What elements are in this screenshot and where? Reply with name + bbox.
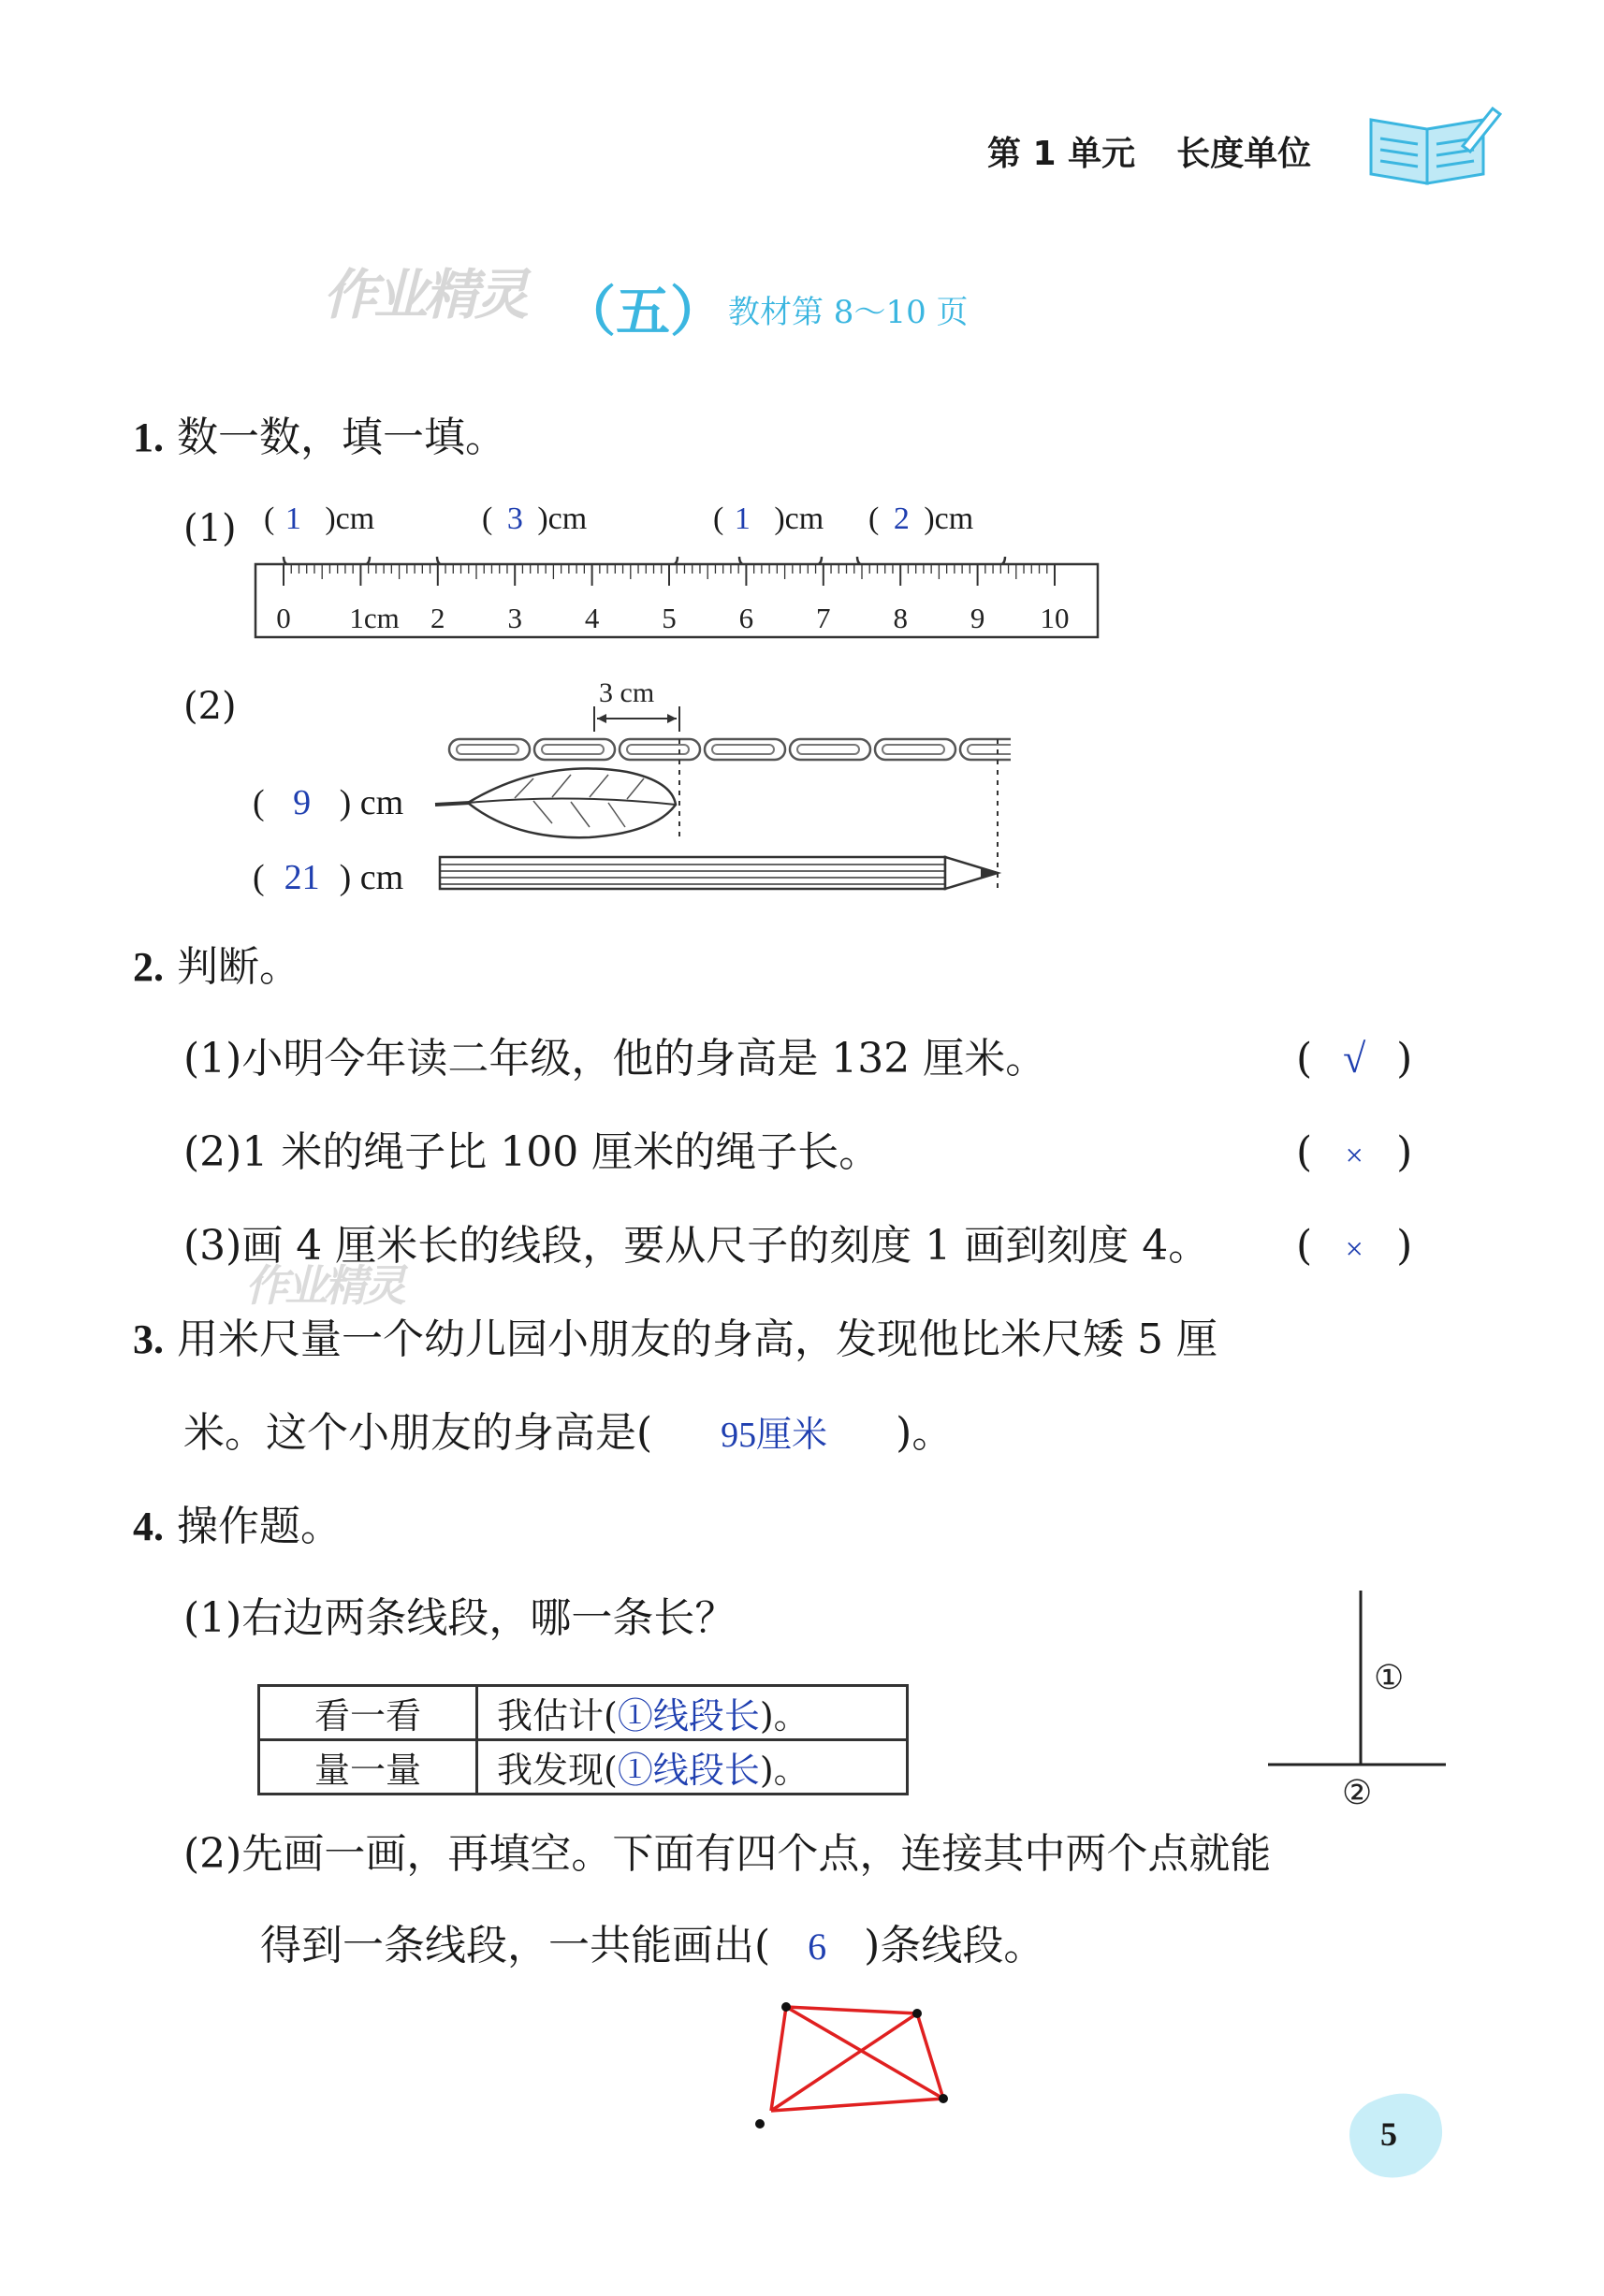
pencil-icon: [440, 857, 998, 889]
paper-clips: [449, 739, 1011, 760]
row-label: 看一看: [259, 1686, 477, 1740]
q4-part2-line-1: (2)先画一画，再填空。下面有四个点，连接其中两个点就能: [183, 1830, 1272, 1878]
bracket-1: ( 1 )cm: [264, 501, 375, 536]
q2-prompt: 判断。: [177, 943, 300, 991]
q2-item-1-answer: ( √ ): [1296, 1035, 1413, 1083]
point: [755, 2119, 765, 2129]
answer: 1: [284, 501, 301, 536]
leaf-icon: [435, 768, 676, 837]
watermark: 作业精灵: [323, 263, 526, 327]
q1-line: 1. 数一数，填一填。: [133, 414, 506, 461]
clip-label: 3 cm: [599, 677, 655, 708]
book-icon: [1362, 101, 1502, 190]
segment-2-label: ②: [1342, 1774, 1373, 1812]
q1-part2-label: (2): [183, 685, 237, 728]
ruler-label: 2: [430, 602, 445, 634]
answer: 3: [506, 501, 523, 536]
point: [939, 2094, 948, 2103]
ruler-label: 10: [1040, 602, 1070, 634]
watermark-2: 作业精灵: [245, 1260, 402, 1311]
ruler-label: 7: [816, 602, 831, 634]
ruler-label: 1cm: [349, 602, 400, 634]
header-title: 长度单位: [1176, 135, 1312, 173]
q2-item-3-answer: ( × ): [1296, 1222, 1413, 1270]
q2-line: 2. 判断。: [133, 943, 300, 991]
ruler-label: 4: [584, 602, 600, 634]
bracket-2: ( 3 )cm: [482, 501, 588, 536]
header-unit: 第 1 单元 长度单位: [987, 135, 1312, 173]
drawn-segment: [771, 2007, 786, 2111]
q2-item-1: (1)小明今年读二年级，他的身高是 132 厘米。: [183, 1035, 1047, 1083]
q2-item-3: (3)画 4 厘米长的线段，要从尺子的刻度 1 画到刻度 4。: [183, 1222, 1210, 1270]
section-reference: 教材第 8～10 页: [728, 294, 969, 331]
row-content: 我估计(①线段长)。: [477, 1686, 908, 1740]
q4-part2-line-2: 得到一条线段，一共能画出( 6 )条线段。: [260, 1922, 1045, 1969]
point: [912, 2009, 922, 2018]
answer: 9: [293, 783, 312, 822]
answer: 1: [734, 501, 751, 536]
estimate-table: [257, 1684, 909, 1795]
row-content: 我发现(①线段长)。: [477, 1740, 908, 1795]
ruler-label: 5: [662, 602, 677, 634]
answer: 21: [284, 858, 320, 897]
bracket-4: ( 2 )cm: [868, 501, 974, 536]
ruler-label: 6: [738, 602, 754, 634]
segment-1-label: ①: [1374, 1659, 1405, 1697]
ruler-label: 3: [507, 602, 522, 634]
ruler-label: 0: [276, 602, 291, 634]
q3-answer: 95厘米: [721, 1416, 828, 1455]
section-number: （五）: [561, 280, 725, 343]
clip-diagram: [430, 674, 1011, 898]
q3-line-2: 米。这个小朋友的身高是( 95厘米 )。: [183, 1409, 954, 1457]
point: [781, 2002, 791, 2012]
q1-part1-label: (1): [183, 507, 237, 550]
q3-line-1: 3. 用米尺量一个幼儿园小朋友的身高，发现他比米尺矮 5 厘: [133, 1315, 1218, 1363]
table-row: [259, 1740, 908, 1795]
pencil-answer-line: ( 21 ) cm: [253, 858, 404, 897]
table-row: [259, 1686, 908, 1740]
ruler-label: 9: [970, 602, 985, 634]
ruler-label: 8: [893, 602, 908, 634]
drawn-segment: [786, 2007, 917, 2013]
q4-part1-text: (1)右边两条线段，哪一条长？: [183, 1594, 736, 1642]
page-number: 5: [1380, 2115, 1397, 2153]
bracket-3: ( 1 )cm: [713, 501, 824, 536]
drawn-segment: [771, 2099, 943, 2111]
drawn-segment: [771, 2013, 917, 2111]
q4-answer: 6: [808, 1925, 827, 1968]
q4-prompt: 操作题。: [177, 1503, 342, 1550]
ruler: [253, 538, 1104, 641]
q1-prompt: 数一数，填一填。: [177, 414, 506, 461]
q2-item-2: (2)1 米的绳子比 100 厘米的绳子长。: [183, 1128, 881, 1176]
row-label: 量一量: [259, 1740, 477, 1795]
answer: 2: [893, 501, 910, 536]
q2-item-2-answer: ( × ): [1296, 1128, 1413, 1176]
leaf-answer-line: ( 9 ) cm: [253, 783, 404, 822]
segments-diagram: [1263, 1581, 1460, 1815]
q4-line: 4. 操作题。: [133, 1503, 342, 1550]
four-points-figure: [749, 1993, 973, 2133]
